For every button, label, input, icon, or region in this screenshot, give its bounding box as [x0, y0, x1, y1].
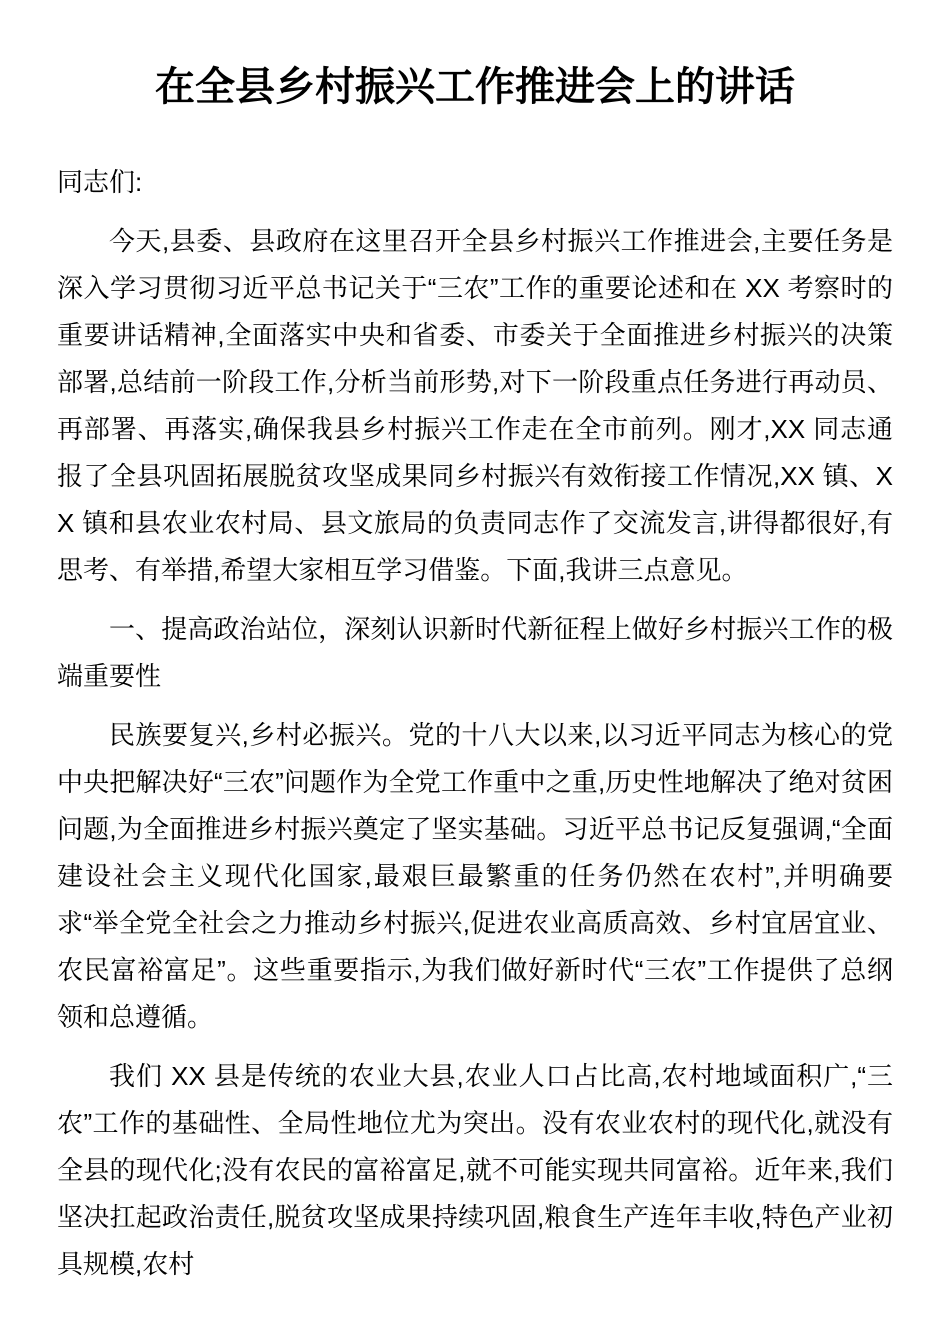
document-title: 在全县乡村振兴工作推进会上的讲话	[155, 65, 795, 109]
section-heading-1: 一、提高政治站位，深刻认识新时代新征程上做好乡村振兴工作的极端重要性	[57, 614, 893, 691]
salutation: 同志们:	[57, 167, 143, 197]
paragraph-county-situation: 我们 XX 县是传统的农业大县,农业人口占比高,农村地域面积广,“三农”工作的基础性、全局性地位尤为突出。没有农业农村的现代化,就没有全县的现代化;没有农民的富裕富足,就不可能实现共同富裕。近年来,我们坚决扛起政治责任,脱贫攻坚成果持续巩固,粮食生产连年丰收,特色产业初具规模,农村	[57, 1061, 893, 1279]
paragraph-opening: 今天,县委、县政府在这里召开全县乡村振兴工作推进会,主要任务是深入学习贯彻习近平总书记关于“三农”工作的重要论述和在 XX 考察时的重要讲话精神,全面落实中央和省委、市委关于全面推进乡村振兴的决策部署,总结前一阶段工作,分析当前形势,对下一阶段重点任务进行再动员、再部署、再落实,确保我县乡村振兴工作走在全市前列。刚才,XX 同志通报了全县巩固拓展脱贫攻坚成果同乡村振兴有效衔接工作情况,XX 镇、XX 镇和县农业农村局、县文旅局的负责同志作了交流发言,讲得都很好,有思考、有举措,希望大家相互学习借鉴。下面,我讲三点意见。	[57, 226, 893, 585]
paragraph-significance: 民族要复兴,乡村必振兴。党的十八大以来,以习近平同志为核心的党中央把解决好“三农”问题作为全党工作重中之重,历史性地解决了绝对贫困问题,为全面推进乡村振兴奠定了坚实基础。习近平总书记反复强调,“全面建设社会主义现代化国家,最艰巨最繁重的任务仍然在农村”,并明确要求“举全党全社会之力推动乡村振兴,促进农业高质高效、乡村宜居宜业、农民富裕富足”。这些重要指示,为我们做好新时代“三农”工作提供了总纲领和总遵循。	[57, 720, 893, 1032]
